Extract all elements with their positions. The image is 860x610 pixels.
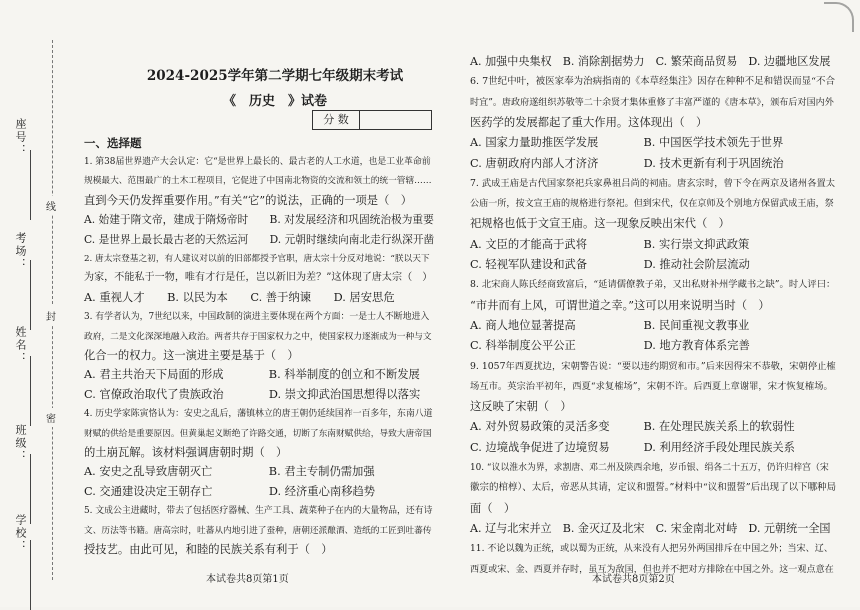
question-text-line: C. 边境战争促进了边境贸易 D. 利用经济手段处理民族关系: [470, 440, 795, 454]
question-text-line: 医药学的发展都起了重大作用。这体现出（ ）: [470, 115, 708, 129]
question-text-line: A. 国家力量助推医学发展 B. 中国医学技术领先于世界: [470, 136, 784, 150]
question-text-line: 11. 不论以魏为正统，或以蜀为正统，从来没有人把另外两国排斥在中国之外；当宋、辽、: [470, 544, 833, 555]
question-text-line: 10. “议以淮水为界，求割唐、邓二州及陕西余地，岁币银、绢各二十五万，仍许归梓宫（宋: [470, 463, 829, 473]
question-text-line: A. 安史之乱导致唐朝灭亡 B. 君主专制仍需加强: [84, 465, 375, 479]
binding-margin: [0, 0, 62, 607]
question-text-line: A. 商人地位显著提高 B. 民间重视文教事业: [470, 318, 750, 332]
question-text-line: 6. 7世纪中叶，被医家奉为治病指南的《本草经集注》因存在种种不足和错误而显“不合: [470, 76, 835, 88]
question-text-line: A. 始建于隋文帝，建成于隋炀帝时 B. 对发展经济和巩固统治极为重要: [84, 213, 434, 227]
footer-page-right: 本试卷共8页第2页: [592, 574, 675, 585]
seal-mark-secret: 密: [46, 408, 56, 427]
question-text-line: 时宜”。唐政府遂组织苏敬等二十余贤才集体重修了丰富严谨的《唐本草》，颁布后对国内外: [470, 97, 834, 108]
question-text-line: 7. 武成王庙是古代国家祭祀兵家鼻祖吕尚的祠庙。唐玄宗时，曾下令在两京及诸州各置太: [470, 177, 836, 189]
question-text-line: “市井而有上风，可谓世道之幸。”这可以用来说明当时（ ）: [470, 298, 770, 312]
score-box: [312, 110, 432, 130]
seal-mark-line: 线: [46, 196, 56, 215]
question-text-line: 5. 文成公主进藏时，带去了包括医疗器械、生产工具、蔬菜种子在内的大量物品，还有诗: [84, 506, 433, 517]
score-label: 分 数: [313, 111, 360, 129]
blank-line: [30, 454, 31, 524]
question-text-line: 的土崩瓦解。该材料强调唐朝时期（ ）: [84, 446, 288, 459]
blank-line: [30, 540, 31, 610]
blank-line: [30, 260, 31, 330]
exam-title: 2024-2025学年第二学期七年级期末考试: [146, 68, 404, 84]
question-text-line: 9. 1057年西夏扰边，宋朝警告说：“要以违约期贸和市。”后来因得宋不恭敬，宋朝停止榷: [470, 360, 836, 372]
question-text-line: 4. 历史学家陈寅恪认为：安史之乱后，藩镇林立的唐王朝仍延续国祚一百多年，东南八道: [84, 409, 433, 420]
question-text-line: A. 对外贸易政策的灵活多变 B. 在处理民族关系上的软弱性: [470, 420, 795, 434]
question-text-line: 场互市。英宗治平初年，西夏“求复榷场”，宋朝不许。后西夏上章谢罪，宋才恢复榷场。: [470, 380, 833, 392]
question-text-line: 授技艺。由此可见，和睦的民族关系有利于（ ）: [84, 543, 333, 556]
blank-line: [30, 150, 31, 220]
question-text-line: 规模最大、范围最广的土木工程项目，它促进了中国南北物资的交流和领土的统一管辖……: [84, 176, 432, 187]
question-text-line: C. 唐朝政府内部人才济济 D. 技术更新有利于巩固统治: [470, 156, 784, 170]
question-text-line: 政府，二是文化深深地融入政治。两者共存于国家权力之中，使国家权力逐渐成为一种与文: [84, 331, 432, 342]
question-text-line: 3. 有学者认为，7世纪以来，中国政制的演进主要体现在两个方面：一是士人不断地进入: [84, 312, 430, 323]
question-text-line: 直到今天仍发挥重要作用。”有关“它”的说法，正确的一项是（ ）: [84, 193, 412, 207]
question-text-line: 文、历法等书籍。唐高宗时，吐蕃从内地引进了蚕种，唐朝还派酿酒、造纸的工匠到吐蕃传: [84, 525, 432, 536]
question-text-line: C. 轻视军队建设和武备 D. 推动社会阶层流动: [470, 258, 750, 271]
question-text-line: 1. 第38届世界遗产大会认定：它“是世界上最长的、最古老的人工水道，也是工业革命前: [84, 157, 431, 167]
question-text-line: C. 是世界上最长最古老的天然运河 D. 元朝时继续向南北走行纵深开凿: [84, 232, 435, 246]
seat-number-label: 座号：: [14, 118, 27, 157]
score-blank[interactable]: [360, 111, 431, 129]
question-text-line: 为家，不能私于一物，唯有才行是任，岂以新旧为差？”这体现了唐太宗（ ）: [84, 272, 433, 284]
exam-subtitle: 《 历史 》试卷: [222, 94, 327, 109]
question-text-line: C. 官僚政治取代了贵族政治 D. 崇文抑武治国思想得以落实: [84, 387, 421, 401]
page-corner-mark: [824, 2, 854, 32]
question-text-line: 8. 北宋商人陈氏经商致富后，“延请儒僚教子弟，又出私财补州学藏书之缺”。时人评曰：: [470, 279, 836, 291]
exam-room-label: 考场：: [14, 232, 27, 271]
section-heading: 一、选择题: [84, 136, 142, 150]
school-label: 学校：: [14, 514, 27, 553]
question-text-line: 西夏或宋、金、西夏并存时，虽互为敌国，但也并不把对方排除在中国之外。这一观点意在: [470, 564, 834, 575]
seal-mark-seal: 封: [46, 306, 56, 325]
question-text-line: A. 文臣的才能高于武将 B. 实行崇文抑武政策: [470, 237, 750, 251]
blank-line: [30, 356, 31, 426]
question-text-line: 这反映了宋朝（ ）: [470, 400, 572, 414]
question-text-line: 面（ ）: [470, 501, 516, 515]
question-text-line: A. 加强中央集权 B. 消除割据势力 C. 繁荣商品贸易 D. 边疆地区发展: [470, 55, 831, 68]
question-text-line: A. 君主共治天下局面的形成 B. 科举制度的创立和不断发展: [84, 368, 420, 382]
class-label: 班级：: [14, 424, 27, 463]
footer-page-left: 本试卷共8页第1页: [206, 574, 289, 585]
question-text-line: 徽宗的棺椁）、太后，帝恶从其请，定议和盟誓。”材料中“议和盟誓”后出现了以下哪种局: [470, 482, 837, 494]
question-text-line: 财赋的供给是重要原因。但黄巢起义断绝了许路交通，切断了东南财赋供给，导致大唐帝国: [84, 428, 432, 439]
question-text-line: C. 科举制度公平公正 D. 地方教育体系完善: [470, 339, 750, 353]
question-text-line: C. 交通建设决定王朝存亡 D. 经济重心南移趋势: [84, 484, 376, 498]
question-text-line: 公庙一所，按文宣王庙的规格进行祭祀。但到宋代，仅在京师及个别地方保留武成王庙，祭: [470, 199, 834, 210]
question-text-line: A. 重视人才 B. 以民为本 C. 善于纳谏 D. 居安思危: [84, 290, 395, 304]
name-label: 姓名：: [14, 326, 27, 365]
question-text-line: 2. 唐太宗登基之初，有人建议对以前的旧部都授予官职，唐太宗十分反对地说：“朕以天下: [84, 254, 430, 264]
question-text-line: 祀规格也低于文宣王庙。这一现象反映出宋代（ ）: [470, 217, 730, 231]
question-text-line: 化合一的权力。这一演进主要是基于（ ）: [84, 349, 299, 362]
question-text-line: A. 辽与北宋并立 B. 金灭辽及北宋 C. 宋金南北对峙 D. 元朝统一全国: [470, 521, 831, 535]
